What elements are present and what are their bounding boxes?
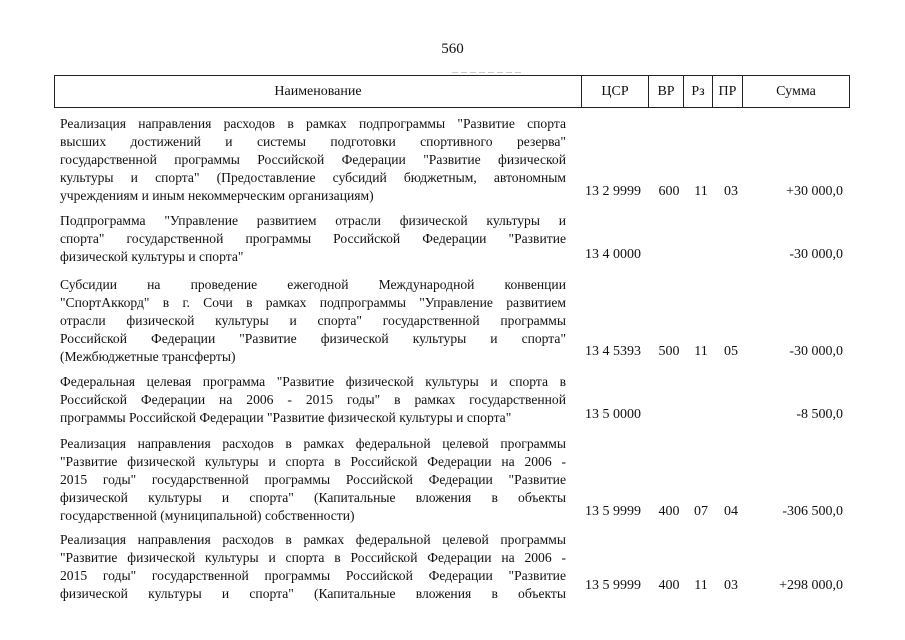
row-description — [60, 276, 566, 366]
row-description — [60, 531, 566, 603]
row-line: Российской Федерации "Развитие физической культуры и спорта" — [60, 331, 566, 346]
row-rz: 11 — [694, 578, 708, 593]
row-line: Субсидии на проведение ежегодной Международной конвенции — [60, 277, 566, 292]
row-line: 2015 годы" государственной программы Российской Федерации "Развитие — [60, 472, 566, 487]
row-sum: -306 500,0 — [782, 504, 843, 519]
row-line: "СпортАккорд" в г. Сочи в рамках подпрограммы "Управление развитием — [60, 295, 566, 310]
row-line: учреждениям и иным некоммерческим организациям) — [60, 188, 374, 203]
row-line: физической культуры и спорта" — [60, 249, 244, 264]
row-vr: 600 — [658, 184, 680, 199]
header-csr: ЦСР — [581, 76, 648, 107]
row-pr: 03 — [724, 184, 738, 199]
header-vr: ВР — [648, 76, 683, 107]
row-csr: 13 4 5393 — [585, 344, 641, 359]
row-pr: 03 — [724, 578, 738, 593]
row-line: "Развитие физической культуры и спорта в Российской Федерации на 2006 - — [60, 550, 566, 565]
row-sum: +30 000,0 — [786, 184, 843, 199]
row-line: физической культуры и спорта" (Капитальные вложения в объекты — [60, 586, 566, 601]
row-description — [60, 212, 566, 266]
row-line: "Развитие физической культуры и спорта в Российской Федерации на 2006 - — [60, 454, 566, 469]
row-csr: 13 5 0000 — [585, 407, 641, 422]
row-line: государственной (муниципальной) собственности) — [60, 508, 355, 523]
row-description — [60, 115, 566, 205]
row-description — [60, 373, 566, 427]
row-line: отрасли физической культуры и спорта" государственной программы — [60, 313, 566, 328]
row-csr: 13 2 9999 — [585, 184, 641, 199]
row-sum: -30 000,0 — [789, 344, 843, 359]
row-line: Подпрограмма "Управление развитием отрасли физической культуры и — [60, 213, 566, 228]
row-line: (Межбюджетные трансферты) — [60, 349, 236, 364]
row-rz: 07 — [694, 504, 708, 519]
row-line: Реализация направления расходов в рамках федеральной целевой программы — [60, 436, 566, 451]
table-header — [54, 75, 850, 108]
row-line: Российской Федерации на 2006 - 2015 годы" в рамках государственной — [60, 392, 566, 407]
row-sum: -8 500,0 — [796, 407, 843, 422]
row-csr: 13 4 0000 — [585, 247, 641, 262]
row-vr: 400 — [658, 578, 680, 593]
row-rz: 11 — [694, 184, 708, 199]
row-line: Реализация направления расходов в рамках подпрограммы "Развитие спорта — [60, 116, 566, 131]
row-rz: 11 — [694, 344, 708, 359]
row-sum: -30 000,0 — [789, 247, 843, 262]
row-line: спорта" государственной программы Российской Федерации "Развитие — [60, 231, 566, 246]
row-sum: +298 000,0 — [779, 578, 843, 593]
row-pr: 05 — [724, 344, 738, 359]
row-line: программы Российской Федерации "Развитие физической культуры и спорта" — [60, 410, 512, 425]
row-line: 2015 годы" государственной программы Российской Федерации "Развитие — [60, 568, 566, 583]
row-line: Реализация направления расходов в рамках федеральной целевой программы — [60, 532, 566, 547]
row-vr: 400 — [658, 504, 680, 519]
row-line: государственной программы Российской Федерации "Развитие физической — [60, 152, 566, 167]
header-rz: Рз — [683, 76, 712, 107]
header-sum: Сумма — [742, 76, 849, 107]
row-line: высших достижений и системы подготовки спортивного резерва" — [60, 134, 566, 149]
header-pr: ПР — [712, 76, 742, 107]
scan-smudge — [452, 71, 522, 74]
header-name: Наименование — [274, 84, 362, 99]
row-csr: 13 5 9999 — [585, 578, 641, 593]
row-csr: 13 5 9999 — [585, 504, 641, 519]
row-vr: 500 — [658, 344, 680, 359]
page-number: 560 — [441, 41, 464, 57]
row-line: физической культуры и спорта" (Капитальные вложения в объекты — [60, 490, 566, 505]
row-pr: 04 — [724, 504, 738, 519]
row-line: Федеральная целевая программа "Развитие физической культуры и спорта в — [60, 374, 566, 389]
row-line: культуры и спорта" (Предоставление субсидий бюджетным, автономным — [60, 170, 566, 185]
row-description — [60, 435, 566, 525]
